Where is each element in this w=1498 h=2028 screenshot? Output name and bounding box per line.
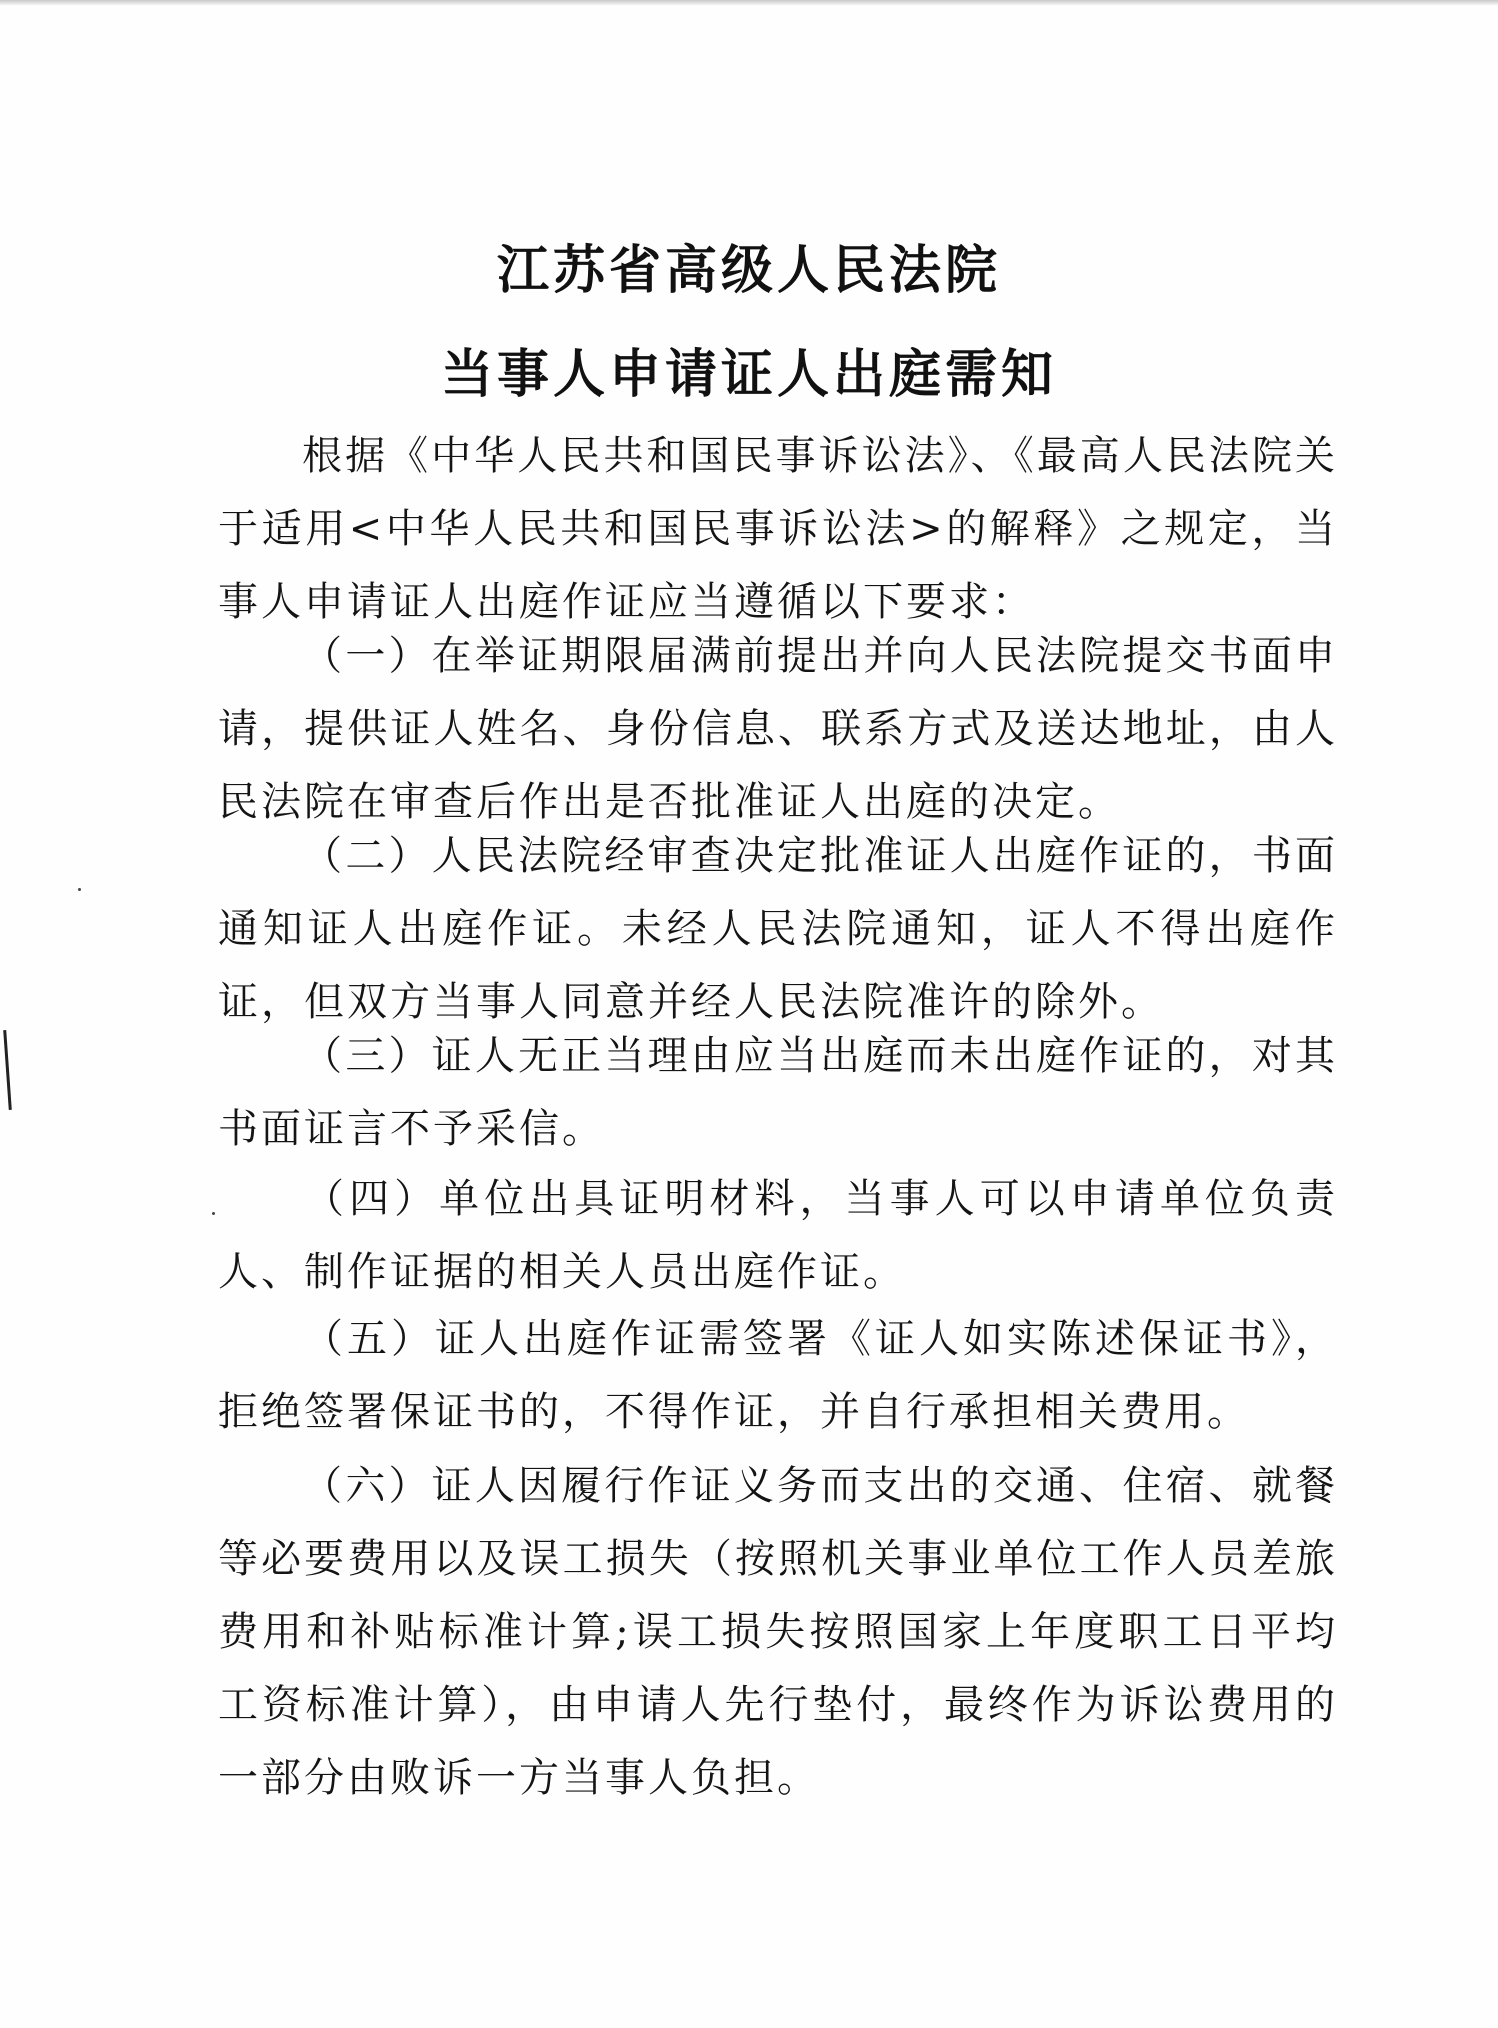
- paragraph-item-1: [218, 620, 1338, 839]
- paragraph-text: （二）人民法院经审查决定批准证人出庭作证的，书面通知证人出庭作证。未经人民法院通知，证人不得出庭作证，但双方当事人同意并经人民法院准许的除外。: [218, 833, 1338, 1025]
- document-subtitle: 当事人申请证人出庭需知: [440, 344, 1057, 405]
- scan-edge: [0, 0, 1498, 6]
- paragraph-text: （六）证人因履行作证义务而支出的交通、住宿、就餐等必要费用以及误工损失（按照机关事业单位工作人员差旅费用和补贴标准计算;误工损失按照国家上年度职工日平均工资标准计算），由申请人先行垫付，最终作为诉讼费用的一部分由败诉一方当事人负担。: [218, 1463, 1338, 1801]
- paragraph-item-6: [218, 1450, 1338, 1815]
- paragraph-text: （一）在举证期限届满前提出并向人民法院提交书面申请，提供证人姓名、身份信息、联系方式及送达地址，由人民法院在审查后作出是否批准证人出庭的决定。: [218, 633, 1338, 825]
- document-title: 江苏省高级人民法院: [496, 240, 1001, 301]
- paragraph-item-5: [218, 1303, 1338, 1449]
- paragraph-item-3: [218, 1020, 1338, 1166]
- scan-speck: [78, 888, 81, 891]
- paragraph-text: （五）证人出庭作证需签署《证人如实陈述保证书》，拒绝签署保证书的，不得作证，并自行承担相关费用。: [218, 1316, 1338, 1435]
- paragraph-intro: [218, 420, 1338, 639]
- paragraph-text: 根据《中华人民共和国民事诉讼法》、《最高人民法院关于适用<中华人民共和国民事诉讼法>的解释》之规定，当事人申请证人出庭作证应当遵循以下要求：: [218, 433, 1338, 625]
- paragraph-item-2: [218, 820, 1338, 1039]
- paragraph-item-4: [218, 1163, 1338, 1309]
- scan-mark: [3, 1030, 12, 1110]
- paragraph-text: （四）单位出具证明材料，当事人可以申请单位负责人、制作证据的相关人员出庭作证。: [218, 1176, 1338, 1295]
- paragraph-text: （三）证人无正当理由应当出庭而未出庭作证的，对其书面证言不予采信。: [218, 1033, 1338, 1152]
- scan-speck: [212, 1212, 215, 1215]
